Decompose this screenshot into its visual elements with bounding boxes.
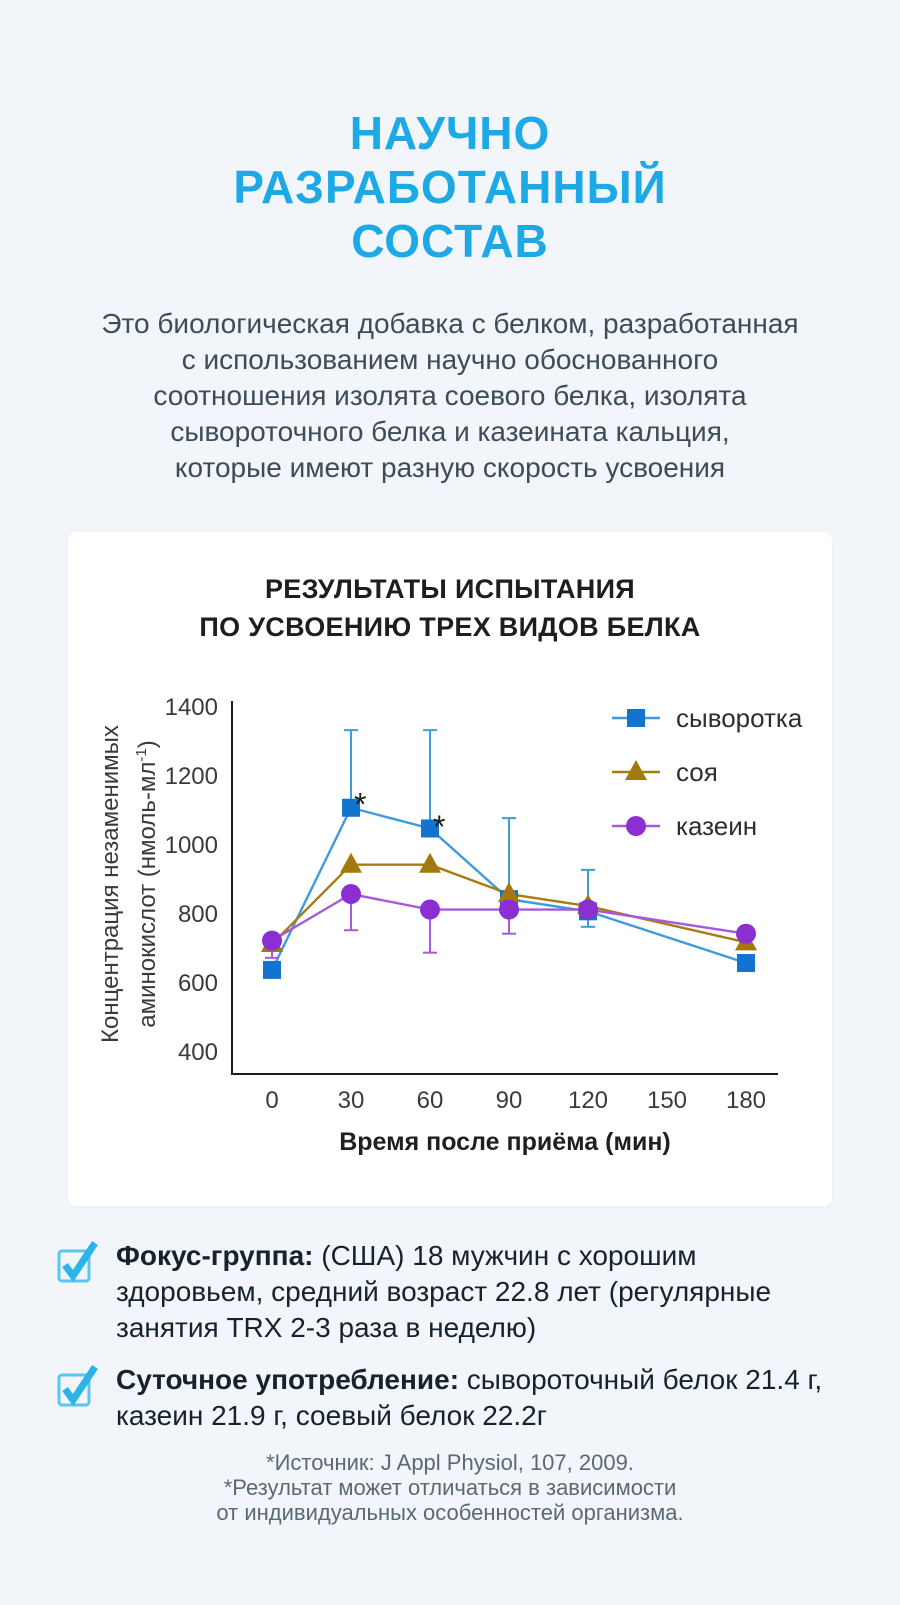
chart-title-line-1: РЕЗУЛЬТАТЫ ИСПЫТАНИЯ bbox=[264, 574, 635, 604]
footnotes bbox=[0, 1450, 900, 1525]
marker-circle bbox=[341, 884, 361, 904]
intro-paragraph bbox=[0, 306, 900, 486]
marker-square bbox=[263, 961, 281, 979]
intro-line: сывороточного белка и казеината кальция, bbox=[170, 416, 730, 447]
legend-label: сыворотка bbox=[676, 703, 803, 733]
marker-circle bbox=[499, 900, 519, 920]
marker-square bbox=[627, 709, 645, 727]
significance-asterisk: * bbox=[432, 809, 446, 846]
footnote-disclaimer-line-2: от индивидуальных особенностей организма. bbox=[216, 1500, 684, 1525]
chart-area bbox=[68, 656, 832, 1166]
y-tick-label: 1000 bbox=[164, 832, 218, 859]
marker-triangle bbox=[340, 853, 362, 873]
x-tick-label: 30 bbox=[337, 1087, 365, 1114]
x-tick-label: 0 bbox=[265, 1087, 279, 1114]
marker-triangle bbox=[419, 853, 441, 873]
y-tick-label: 1200 bbox=[164, 763, 218, 790]
y-axis-label-line-2: аминокислот $(нмоль-мл^{-1})$ bbox=[133, 740, 161, 1028]
bullet-text: Фокус-группа: (США) 18 мужчин с хорошим здоровьем, средний возраст 22.8 лет (регулярные занятия TRX 2-3 раза в неделю) bbox=[116, 1240, 772, 1343]
x-tick-label: 60 bbox=[416, 1087, 444, 1114]
chart-title bbox=[68, 570, 832, 646]
marker-circle bbox=[578, 900, 598, 920]
marker-triangle bbox=[625, 760, 647, 780]
marker-circle bbox=[736, 924, 756, 944]
checkbox-check-icon bbox=[56, 1238, 98, 1284]
x-tick-label: 120 bbox=[567, 1087, 609, 1114]
legend-label: казеин bbox=[676, 811, 758, 841]
checkbox-check-icon bbox=[56, 1362, 98, 1408]
page-title-line-1: НАУЧНО bbox=[349, 107, 551, 159]
bullet-daily-intake bbox=[56, 1362, 860, 1434]
chart-card bbox=[68, 532, 832, 1206]
intro-line: Это биологическая добавка с белком, разработанная bbox=[101, 308, 799, 339]
legend-label: соя bbox=[676, 757, 718, 787]
protein-absorption-line-chart bbox=[68, 656, 832, 1166]
y-tick-label: 1400 bbox=[164, 694, 218, 721]
bullet-label: Суточное употребление: bbox=[116, 1364, 460, 1395]
marker-circle bbox=[420, 900, 440, 920]
marker-circle bbox=[626, 816, 646, 836]
y-tick-label: 400 bbox=[177, 1039, 218, 1066]
page-title-line-2: РАЗРАБОТАННЫЙ bbox=[233, 161, 667, 213]
intro-line: с использованием научно обоснованного bbox=[181, 344, 719, 375]
y-tick-label: 800 bbox=[177, 901, 218, 928]
intro-line: соотношения изолята соевого белка, изолята bbox=[153, 380, 747, 411]
x-tick-label: 180 bbox=[725, 1087, 767, 1114]
x-tick-label: 150 bbox=[646, 1087, 688, 1114]
footnote-disclaimer-line-1: *Результат может отличаться в зависимости bbox=[223, 1475, 677, 1500]
study-facts bbox=[0, 1238, 900, 1434]
bullet-label: Фокус-группа: bbox=[116, 1240, 314, 1271]
page-title bbox=[0, 0, 900, 268]
y-tick-label: 600 bbox=[177, 970, 218, 997]
intro-line: которые имеют разную скорость усвоения bbox=[174, 452, 726, 483]
y-axis-label bbox=[95, 694, 159, 1074]
marker-circle bbox=[262, 931, 282, 951]
page-title-line-3: СОСТАВ bbox=[351, 215, 549, 267]
significance-asterisk: * bbox=[353, 786, 367, 823]
x-axis-title: Время после приёма (мин) bbox=[339, 1128, 671, 1156]
x-tick-label: 90 bbox=[495, 1087, 523, 1114]
bullet-text: Суточное употребление: сывороточный белок 21.4 г, казеин 21.9 г, соевый белок 22.2г bbox=[116, 1364, 823, 1431]
y-axis-label-line-1: Концентрация незаменимых bbox=[97, 725, 124, 1043]
footnote-source: *Источник: J Appl Physiol, 107, 2009. bbox=[266, 1450, 634, 1475]
marker-square bbox=[737, 954, 755, 972]
chart-title-line-2: ПО УСВОЕНИЮ ТРЕХ ВИДОВ БЕЛКА bbox=[199, 612, 701, 642]
bullet-focus-group bbox=[56, 1238, 860, 1346]
